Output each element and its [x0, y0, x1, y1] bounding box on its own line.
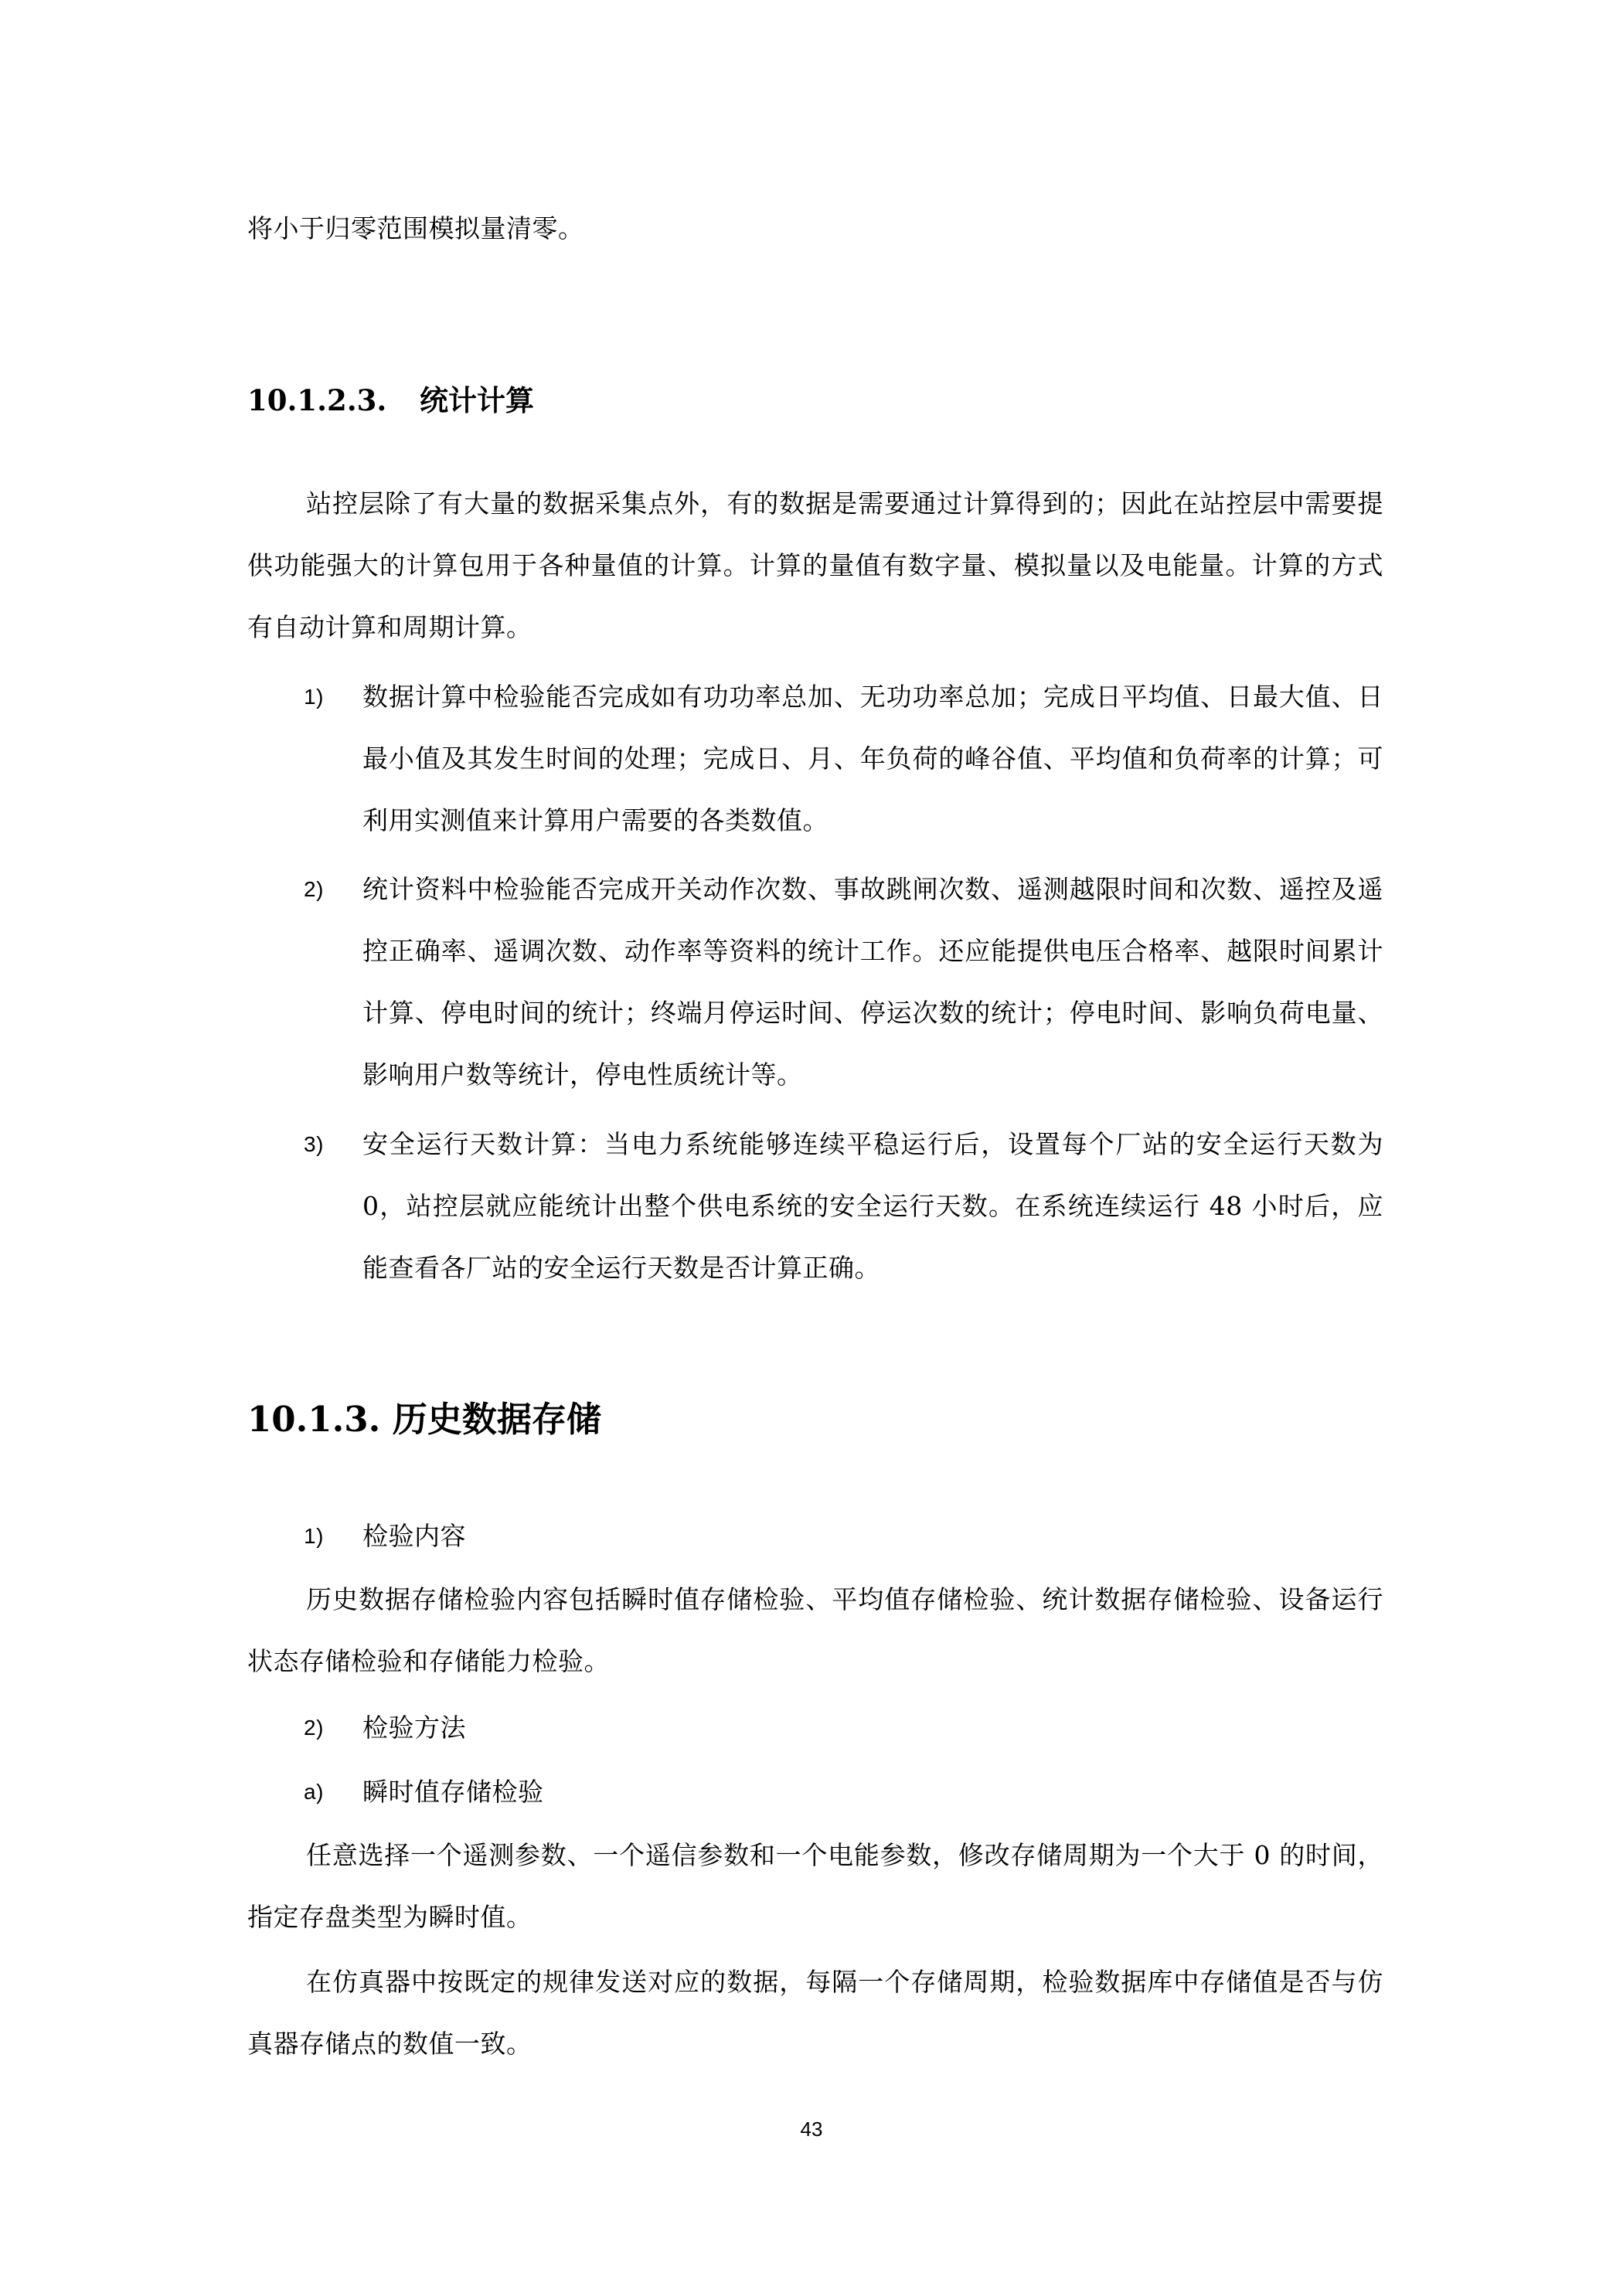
- section-heading-10-1-2-3: [247, 377, 534, 423]
- section-number: 10.1.2.3.: [247, 383, 387, 417]
- method-paragraph: 任意选择一个遥测参数、一个遥信参数和一个电能参数，修改存储周期为一个大于 0 的时间，指定存盘类型为瞬时值。: [247, 1840, 1383, 1932]
- content-paragraph: 历史数据存储检验内容包括瞬时值存储检验、平均值存储检验、统计数据存储检验、设备运行状态存储检验和存储能力检验。: [247, 1584, 1383, 1676]
- list-marker: 2): [304, 1716, 324, 1740]
- list-item-text: 统计资料中检验能否完成开关动作次数、事故跳闸次数、遥测越限时间和次数、遥控及遥控正确率、遥调次数、动作率等资料的统计工作。还应能提供电压合格率、越限时间累计计算、停电时间的统计；终端月停运时间、停运次数的统计；停电时间、影响负荷电量、影响用户数等统计，停电性质统计等。: [362, 874, 1383, 1090]
- list-marker: 3): [304, 1132, 324, 1156]
- list-item: [247, 1761, 1383, 1823]
- list-item: [247, 666, 1383, 852]
- list-item-text: 数据计算中检验能否完成如有功功率总加、无功功率总加；完成日平均值、日最大值、日最小值及其发生时间的处理；完成日、月、年负荷的峰谷值、平均值和负荷率的计算；可利用实测值来计算用户需要的各类数值。: [362, 682, 1383, 835]
- intro-fragment: 将小于归零范围模拟量清零。: [247, 213, 584, 243]
- list-marker: 2): [304, 877, 324, 901]
- list-item-text: 瞬时值存储检验: [362, 1777, 544, 1807]
- page-number: 43: [800, 2117, 823, 2141]
- list-item-text: 检验内容: [362, 1521, 466, 1551]
- list-marker: 1): [304, 1524, 324, 1548]
- list-item: [247, 859, 1383, 1106]
- list-item-text: 检验方法: [362, 1713, 466, 1743]
- list-item: [247, 1697, 1383, 1759]
- list-item: [247, 1114, 1383, 1299]
- list-item-text: 安全运行天数计算：当电力系统能够连续平稳运行后，设置每个厂站的安全运行天数为 0，站控层就应能统计出整个供电系统的安全运行天数。在系统连续运行 48 小时后，应能查看各厂站的安全运行天数是否计算正确。: [362, 1129, 1383, 1283]
- list-item: [247, 1505, 1383, 1567]
- section-heading-10-1-3: 10.1.3. 历史数据存储: [247, 1399, 601, 1440]
- section-title: 统计计算: [420, 383, 534, 417]
- method-paragraph: 在仿真器中按既定的规律发送对应的数据，每隔一个存储周期，检验数据库中存储值是否与仿真器存储点的数值一致。: [247, 1967, 1383, 2059]
- list-marker: a): [304, 1780, 324, 1804]
- statistics-paragraph: 站控层除了有大量的数据采集点外，有的数据是需要通过计算得到的；因此在站控层中需要提供功能强大的计算包用于各种量值的计算。计算的量值有数字量、模拟量以及电能量。计算的方式有自动计算和周期计算。: [247, 488, 1383, 642]
- list-marker: 1): [304, 685, 324, 709]
